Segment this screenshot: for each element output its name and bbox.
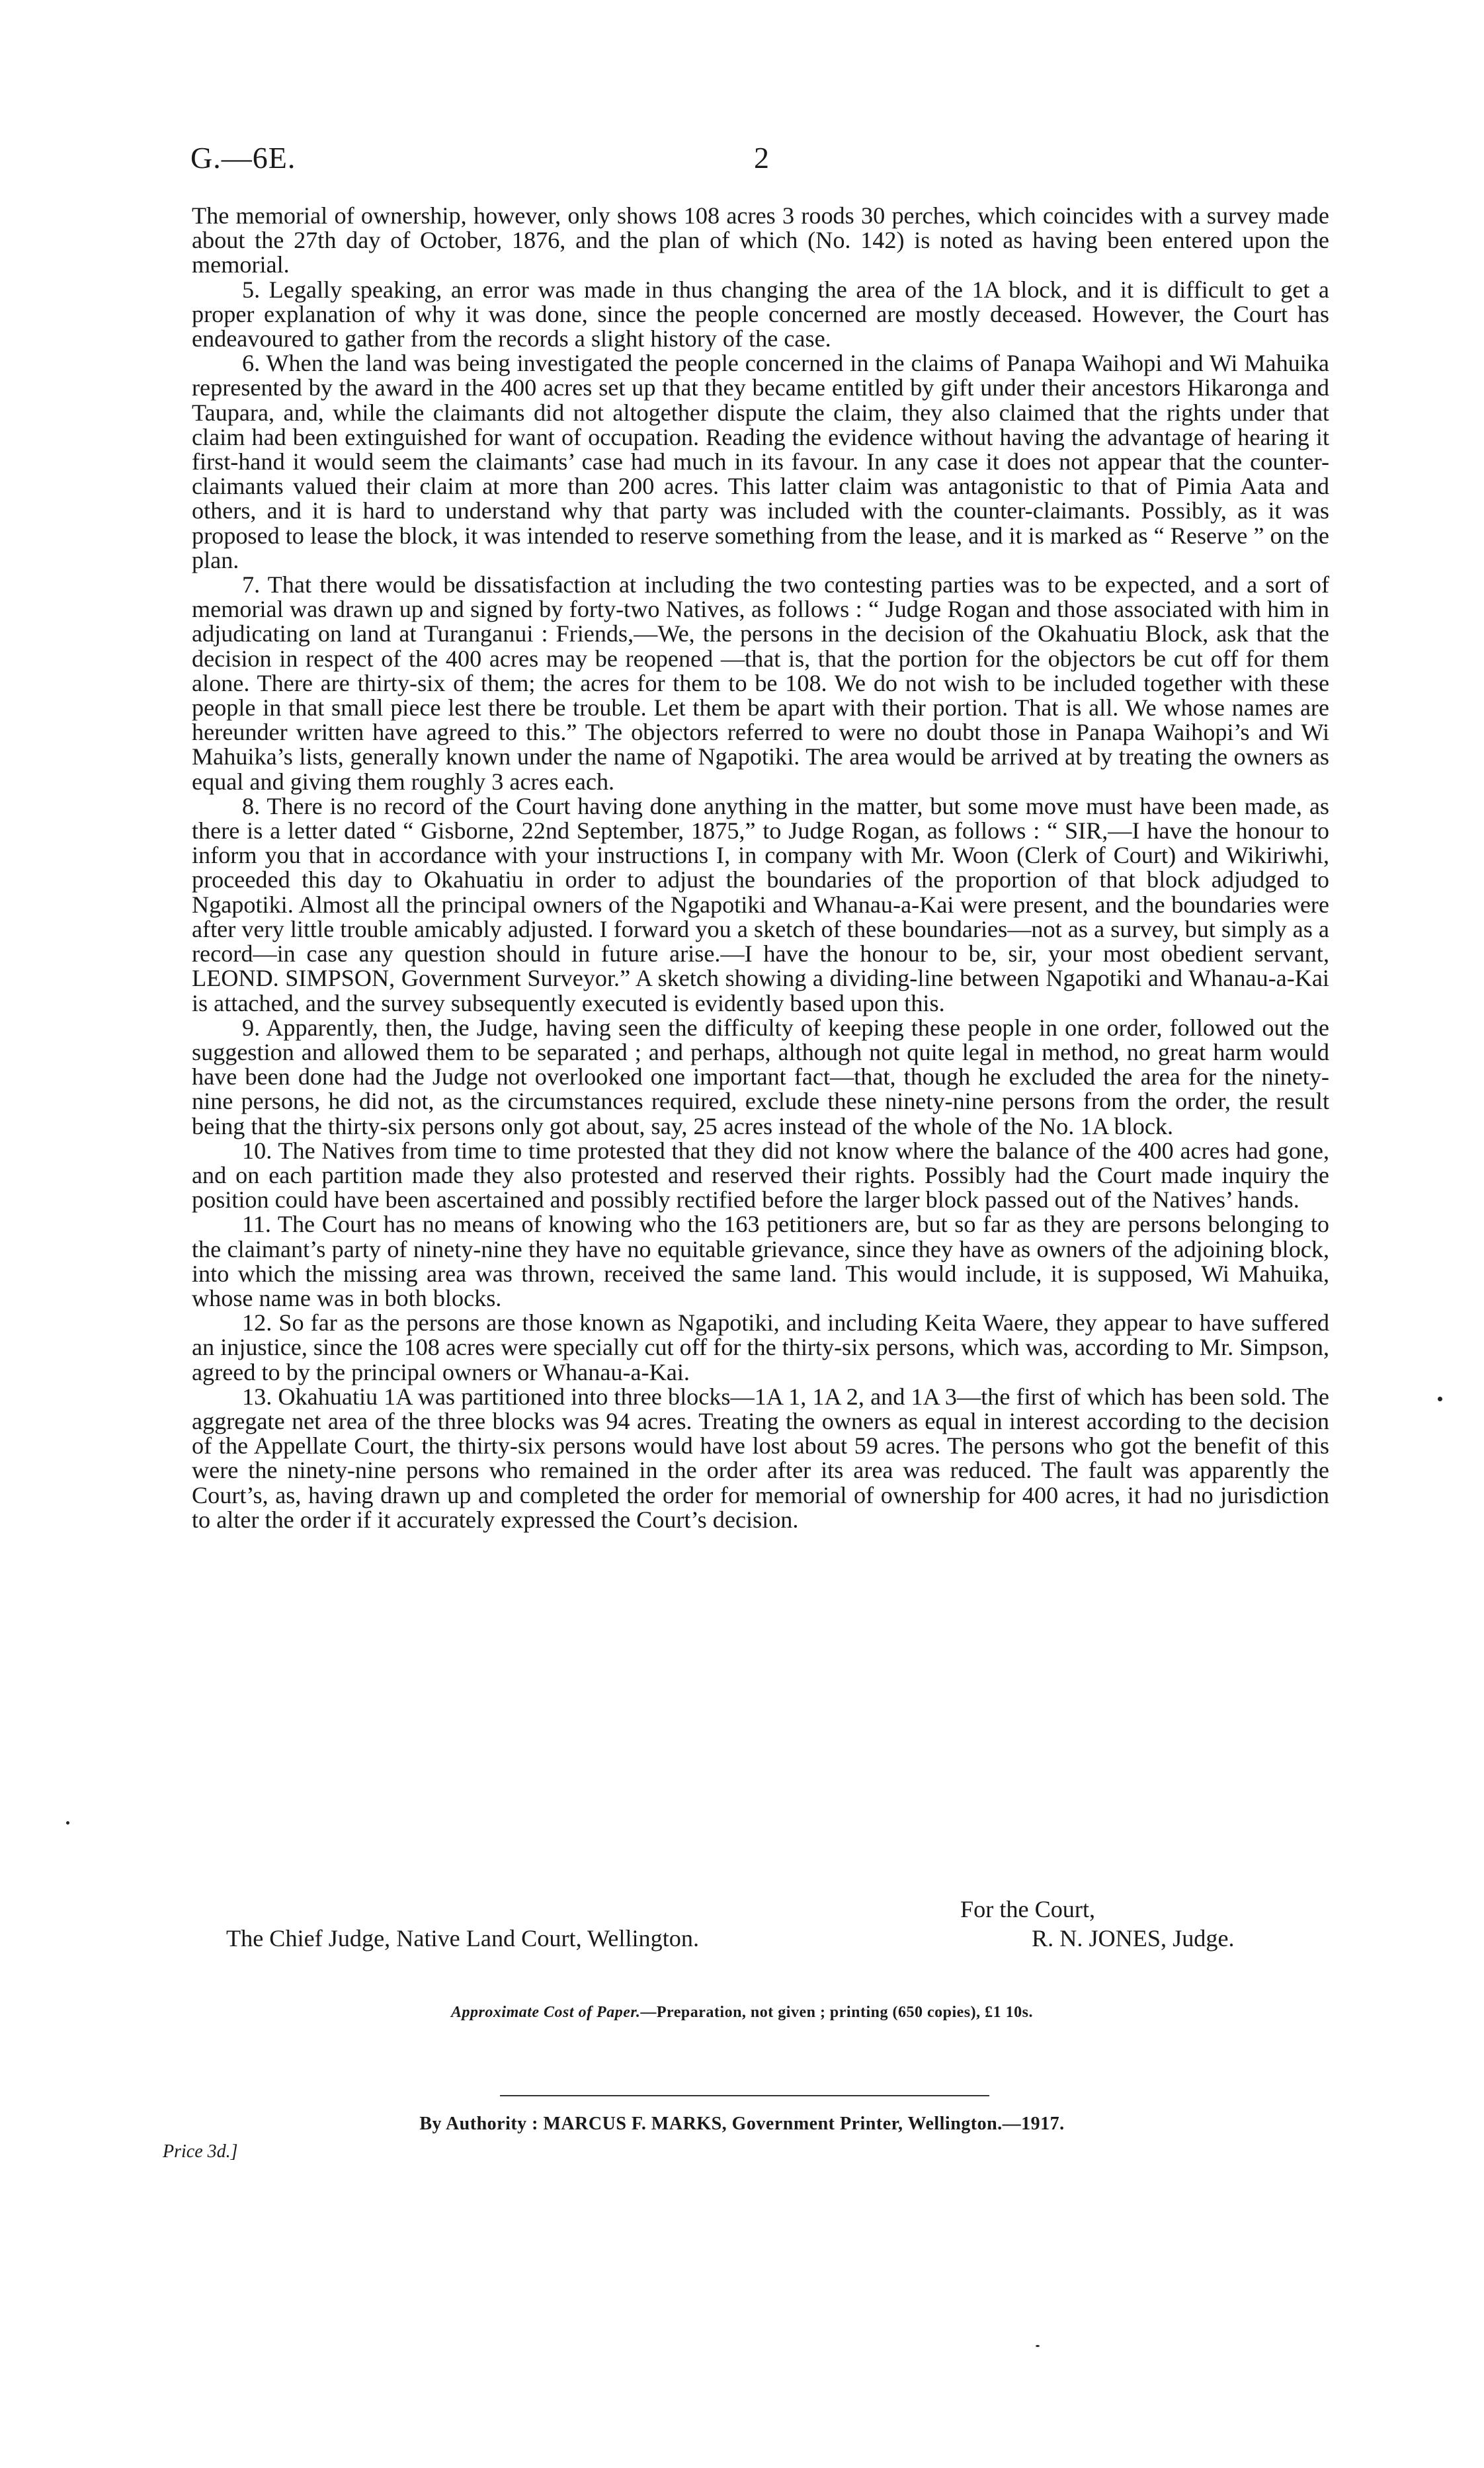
paragraph-6: 6. When the land was being investigated the people concerned in the claims of Panapa Waihopi and Wi Mahuika represented by the award in the 400 acres set up that they became entitled by gift under their ancestors Hikaronga and Taupara, and, while the claimants did not altogether dispute the claim, they also claimed that the rights under that claim had been extinguished for want of occupation. Reading the evidence without having the advantage of hearing it first-hand it would seem the claimants’ case had much in its favour. In any case it does not appear that the counter-claimants valued their claim at more than 200 acres. This latter claim was antagonistic to that of Pimia Aata and others, and it is hard to understand why that party was included with the counter-claimants. Possibly, as it was proposed to lease the block, it was intended to reserve something from the lease, and it is marked as “ Reserve ” on the plan. bbox=[192, 350, 1329, 573]
paragraph-8: 8. There is no record of the Court having done anything in the matter, but some move must have been made, as there is a letter dated “ Gisborne, 22nd September, 1875,” to Judge Rogan, as follows : “ SIR,—I have the honour to inform you that in accordance with your instructions I, in company with Mr. Woon (Clerk of Court) and Wikiriwhi, proceeded this day to Okahuatiu in order to adjust the boundaries of the proportion of that block adjudged to Ngapotiki. Almost all the principal owners of the Ngapotiki and Whanau-a-Kai were present, and the boundaries were after very little trouble amicably adjusted. I forward you a sketch of these boundaries—not as a survey, but simply as a record—in case any question should in future arise.—I have the honour to be, sir, your most obedient servant, LEOND. SIMPSON, Government Surveyor.” A sketch showing a dividing-line between Ngapotiki and Whanau-a-Kai is attached, and the survey subsequently executed is evidently based upon this. bbox=[192, 792, 1329, 1016]
paragraph-13: 13. Okahuatiu 1A was partitioned into three blocks—1A 1, 1A 2, and 1A 3—the first of which has been sold. The aggregate net area of the three blocks was 94 acres. Treating the owners as equal in interest according to the decision of the Appellate Court, the thirty-six persons would have lost about 59 acres. The persons who got the benefit of this were the ninety-nine persons who remained in the order after its area was reduced. The fault was apparently the Court’s, as, having drawn up and completed the order for memorial of ownership for 400 acres, it had no jurisdiction to alter the order if it accurately expressed the Court’s decision. bbox=[192, 1383, 1329, 1533]
page-number: 2 bbox=[754, 141, 769, 175]
signature-line: R. N. JONES, Judge. bbox=[1032, 1925, 1235, 1952]
cost-text: —Preparation, not given ; printing (650 copies), £1 10s. bbox=[640, 2004, 1033, 2021]
printer-authority-line: By Authority : MARCUS F. MARKS, Government Printer, Wellington.—1917. bbox=[419, 2114, 1065, 2134]
cost-label: Approximate Cost of Paper. bbox=[451, 2004, 641, 2021]
for-the-court-line: For the Court, bbox=[960, 1896, 1096, 1922]
paragraph-4-continuation: The memorial of ownership, however, only shows 108 acres 3 roods 30 perches, which coincides with a survey made about the 27th day of October, 1876, and the plan of which (No. 142) is noted as having been entered upon the memorial. bbox=[192, 202, 1329, 278]
cost-of-paper-note bbox=[0, 2004, 1484, 2022]
print-speck bbox=[1438, 1397, 1442, 1401]
paragraph-7: 7. That there would be dissatisfaction at including the two contesting parties was to be expected, and a sort of memorial was drawn up and signed by forty-two Natives, as follows : “ Judge Rogan and those associated with him in adjudicating on land at Turanganui : Friends,—We, the persons in the decision of the Okahuatiu Block, ask that the decision in respect of the 400 acres may be reopened —that is, that the portion for the objectors be cut off for them alone. There are thirty-six of them; the acres for them to be 108. We do not wish to be included together with these people in that small piece lest there be trouble. Let them be apart with their portion. That is all. We whose names are hereunder written have agreed to this.” The objectors referred to were no doubt those in Panapa Waihopi’s and Wi Mahuika’s lists, generally known under the name of Ngapotiki. The area would be arrived at by treating the owners as equal and giving them roughly 3 acres each. bbox=[192, 571, 1329, 795]
paragraph-11: 11. The Court has no means of knowing who the 163 petitioners are, but so far as they are persons belonging to the claimant’s party of ninety-nine they have no equitable grievance, since they have as owners of the adjoining block, into which the missing area was thrown, received the same land. This would include, it is supposed, Wi Mahuika, whose name was in both blocks. bbox=[192, 1211, 1329, 1311]
paragraph-12: 12. So far as the persons are those known as Ngapotiki, and including Keita Waere, they appear to have suffered an injustice, since the 108 acres were specially cut off for the thirty-six persons, which was, according to Mr. Simpson, agreed to by the principal owners or Whanau-a-Kai. bbox=[192, 1309, 1329, 1385]
paragraph-5: 5. Legally speaking, an error was made in thus changing the area of the 1A block, and it is difficult to get a proper explanation of why it was done, since the people concerned are mostly deceased. However, the Court has endeavoured to gather from the records a slight history of the case. bbox=[192, 276, 1329, 352]
footer-rule bbox=[500, 2095, 989, 2096]
document-series-code: G.—6E. bbox=[190, 141, 296, 175]
paragraph-10: 10. The Natives from time to time protested that they did not know where the balance of the 400 acres had gone, and on each partition made they also protested and reserved their rights. Possibly had the Court made inquiry the position could have been ascertained and possibly rectified before the larger block passed out of the Natives’ hands. bbox=[192, 1137, 1329, 1213]
print-speck bbox=[66, 1821, 69, 1825]
price-note: Price 3d.] bbox=[163, 2141, 238, 2162]
body-text bbox=[192, 204, 1329, 1532]
print-speck bbox=[1036, 2345, 1040, 2347]
addressee-line: The Chief Judge, Native Land Court, Wellington. bbox=[226, 1925, 700, 1952]
paragraph-9: 9. Apparently, then, the Judge, having seen the difficulty of keeping these people in one order, followed out the suggestion and allowed them to be separated ; and perhaps, although not quite legal in method, no great harm would have been done had the Judge not overlooked one important fact—that, though he excluded the area for the ninety-nine persons, he did not, as the circumstances required, exclude these ninety-nine persons from the order, the result being that the thirty-six persons only got about, say, 25 acres instead of the whole of the No. 1A block. bbox=[192, 1014, 1329, 1139]
